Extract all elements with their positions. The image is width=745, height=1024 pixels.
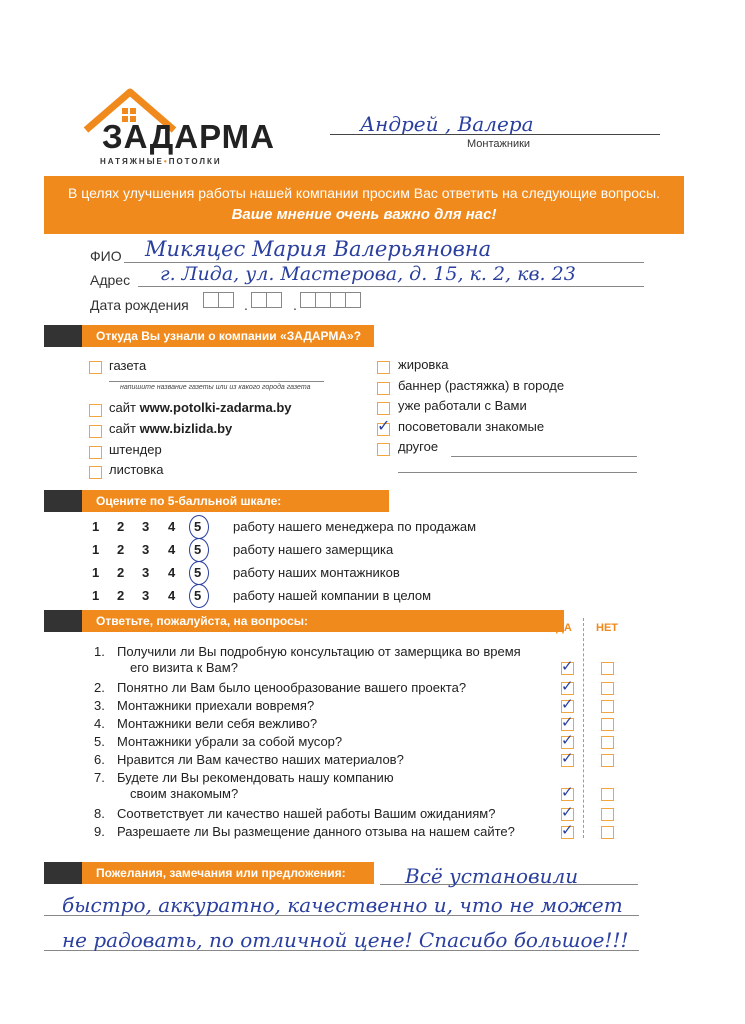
option-stand: штендер bbox=[109, 442, 162, 457]
rating-option[interactable]: 2 bbox=[117, 542, 125, 557]
no-checkbox[interactable] bbox=[601, 788, 614, 801]
no-checkbox[interactable] bbox=[601, 736, 614, 749]
fio-value[interactable]: Микяцес Мария Валерьяновна bbox=[145, 237, 492, 261]
newspaper-line bbox=[109, 381, 324, 382]
rating-circle-mark bbox=[189, 561, 209, 585]
checkbox-source-2[interactable] bbox=[377, 382, 390, 395]
source-section-header: Откуда Вы узнали о компании «ЗАДАРМА»? bbox=[44, 325, 374, 347]
yes-checkmark: ✓ bbox=[561, 749, 574, 767]
checkbox-source-1[interactable] bbox=[377, 361, 390, 374]
rating-option[interactable]: 3 bbox=[142, 565, 150, 580]
birth-date-box[interactable] bbox=[330, 292, 346, 308]
yes-checkmark: ✓ bbox=[561, 677, 574, 695]
date-separator: . bbox=[244, 297, 248, 313]
rating-item-label: работу нашего менеджера по продажам bbox=[233, 519, 477, 534]
checkbox-site-bizlida[interactable] bbox=[89, 425, 102, 438]
question-number: 4. bbox=[94, 716, 105, 731]
question-text: Получили ли Вы подробную консультацию от замерщика во время bbox=[117, 644, 521, 659]
no-checkbox[interactable] bbox=[601, 700, 614, 713]
rating-circle-mark bbox=[189, 515, 209, 539]
question-text: Монтажники убрали за собой мусор? bbox=[117, 734, 343, 749]
yes-checkmark: ✓ bbox=[561, 821, 574, 839]
fio-label: ФИО bbox=[90, 248, 122, 264]
rating-option[interactable]: 4 bbox=[168, 542, 176, 557]
checkbox-site-potolki[interactable] bbox=[89, 404, 102, 417]
option-leaflet: листовка bbox=[109, 462, 164, 477]
rating-option[interactable]: 3 bbox=[142, 588, 150, 603]
rating-option[interactable]: 5 bbox=[194, 519, 202, 534]
installers-caption: Монтажники bbox=[467, 138, 531, 150]
checkbox-stand[interactable] bbox=[89, 446, 102, 459]
birth-date-box[interactable] bbox=[300, 292, 316, 308]
rating-option[interactable]: 4 bbox=[168, 519, 176, 534]
logo-brand: ЗАДАРМА bbox=[102, 118, 275, 155]
rating-option[interactable]: 4 bbox=[168, 565, 176, 580]
checkbox-leaflet[interactable] bbox=[89, 466, 102, 479]
no-column-header: НЕТ bbox=[596, 622, 618, 634]
rating-section-header: Оцените по 5-балльной шкале: bbox=[44, 490, 389, 512]
question-number: 5. bbox=[94, 734, 105, 749]
yes-checkmark: ✓ bbox=[561, 783, 574, 801]
comments-section-header: Пожелания, замечания или предложения: bbox=[44, 862, 374, 884]
birth-date-box[interactable] bbox=[345, 292, 361, 308]
installers-names: Андрей , Валера bbox=[360, 112, 534, 136]
option-newspaper: газета bbox=[109, 358, 147, 373]
option-site-potolki: сайт www.potolki-zadarma.by bbox=[109, 400, 292, 415]
other-line bbox=[451, 456, 637, 457]
comment-line-1[interactable]: Всё установили bbox=[405, 864, 579, 888]
question-number: 7. bbox=[94, 770, 105, 785]
rating-option[interactable]: 2 bbox=[117, 565, 125, 580]
yes-checkmark: ✓ bbox=[561, 731, 574, 749]
rating-circle-mark bbox=[189, 538, 209, 562]
rating-option[interactable]: 3 bbox=[142, 542, 150, 557]
address-label: Адрес bbox=[90, 272, 131, 288]
yes-checkmark: ✓ bbox=[561, 713, 574, 731]
question-text-continued: своим знакомым? bbox=[130, 786, 239, 801]
option-source-4: посоветовали знакомые bbox=[398, 418, 545, 434]
question-number: 6. bbox=[94, 752, 105, 767]
rating-option[interactable]: 1 bbox=[92, 565, 100, 580]
option-source-1: жировка bbox=[398, 357, 449, 372]
no-checkbox[interactable] bbox=[601, 682, 614, 695]
option-source-3: уже работали с Вами bbox=[398, 398, 527, 413]
birth-date-box[interactable] bbox=[203, 292, 219, 308]
question-number: 3. bbox=[94, 698, 105, 713]
birth-date-box[interactable] bbox=[315, 292, 331, 308]
birth-date-box[interactable] bbox=[251, 292, 267, 308]
option-site-bizlida: сайт www.bizlida.by bbox=[109, 421, 233, 436]
rating-option[interactable]: 1 bbox=[92, 588, 100, 603]
yes-checkmark: ✓ bbox=[561, 657, 574, 675]
no-checkbox[interactable] bbox=[601, 718, 614, 731]
checkmark-recommended: ✓ bbox=[377, 415, 391, 435]
checkbox-source-3[interactable] bbox=[377, 402, 390, 415]
address-value[interactable]: г. Лида, ул. Мастерова, д. 15, к. 2, кв. 23 bbox=[160, 263, 576, 285]
question-number: 2. bbox=[94, 680, 105, 695]
rating-circle-mark bbox=[189, 584, 209, 608]
question-number: 1. bbox=[94, 644, 105, 659]
date-separator: . bbox=[293, 297, 297, 313]
question-text: Разрешаете ли Вы размещение данного отзыва на нашем сайте? bbox=[117, 824, 515, 839]
option-source-2: баннер (растяжка) в городе bbox=[398, 377, 565, 393]
banner-line-1: В целях улучшения работы нашей компании просим Вас ответить на следующие вопросы. bbox=[68, 185, 660, 201]
question-text: Соответствует ли качество нашей работы Вашим ожиданиям? bbox=[117, 806, 496, 821]
checkbox-source-5[interactable] bbox=[377, 443, 390, 456]
banner-line-2: Ваше мнение очень важно для нас! bbox=[231, 206, 497, 223]
question-text: Нравится ли Вам качество наших материалов? bbox=[117, 752, 404, 767]
rating-option[interactable]: 3 bbox=[142, 519, 150, 534]
no-checkbox[interactable] bbox=[601, 754, 614, 767]
yes-checkmark: ✓ bbox=[561, 803, 574, 821]
rating-option[interactable]: 4 bbox=[168, 588, 176, 603]
questions-section-header: Ответьте, пожалуйста, на вопросы: bbox=[44, 610, 564, 632]
comment-line-2[interactable]: быстро, аккуратно, качественно и, что не может bbox=[62, 893, 623, 917]
address-line bbox=[138, 286, 644, 287]
birth-date-box[interactable] bbox=[218, 292, 234, 308]
rating-item-label: работу нашей компании в целом bbox=[233, 588, 432, 603]
question-number: 9. bbox=[94, 824, 105, 839]
rating-option[interactable]: 2 bbox=[117, 519, 125, 534]
yes-checkmark: ✓ bbox=[561, 695, 574, 713]
logo-tagline: НАТЯЖНЫЕ•ПОТОЛКИ bbox=[100, 157, 222, 166]
rating-item-label: работу наших монтажников bbox=[233, 565, 400, 580]
no-checkbox[interactable] bbox=[601, 826, 614, 839]
checkbox-newspaper[interactable] bbox=[89, 361, 102, 374]
rating-item-label: работу нашего замерщика bbox=[233, 542, 394, 557]
question-text: Монтажники приехали вовремя? bbox=[117, 698, 315, 713]
rating-option[interactable]: 1 bbox=[92, 519, 100, 534]
installers-line bbox=[330, 134, 660, 135]
column-divider bbox=[583, 618, 584, 838]
no-checkbox[interactable] bbox=[601, 808, 614, 821]
question-text: Монтажники вели себя вежливо? bbox=[117, 716, 318, 731]
rating-option[interactable]: 2 bbox=[117, 588, 125, 603]
question-number: 8. bbox=[94, 806, 105, 821]
birth-date-label: Дата рождения bbox=[90, 297, 189, 313]
question-text: Понятно ли Вам было ценообразование вашего проекта? bbox=[117, 680, 467, 695]
rating-option[interactable]: 5 bbox=[194, 542, 202, 557]
rating-option[interactable]: 5 bbox=[194, 588, 202, 603]
birth-date-box[interactable] bbox=[266, 292, 282, 308]
comment-line-3[interactable]: не радовать, по отличной цене! Спасибо большое!!! bbox=[62, 928, 629, 952]
option-source-5: другое bbox=[398, 439, 439, 454]
newspaper-hint: напишите название газеты или из какого города газета bbox=[120, 384, 311, 391]
intro-banner bbox=[44, 176, 684, 234]
yes-column-header: ДА bbox=[556, 622, 572, 634]
question-text-continued: его визита к Вам? bbox=[130, 660, 238, 675]
other-line-2 bbox=[398, 472, 637, 473]
rating-option[interactable]: 5 bbox=[194, 565, 202, 580]
rating-option[interactable]: 1 bbox=[92, 542, 100, 557]
question-text: Будете ли Вы рекомендовать нашу компанию bbox=[117, 770, 394, 785]
no-checkbox[interactable] bbox=[601, 662, 614, 675]
